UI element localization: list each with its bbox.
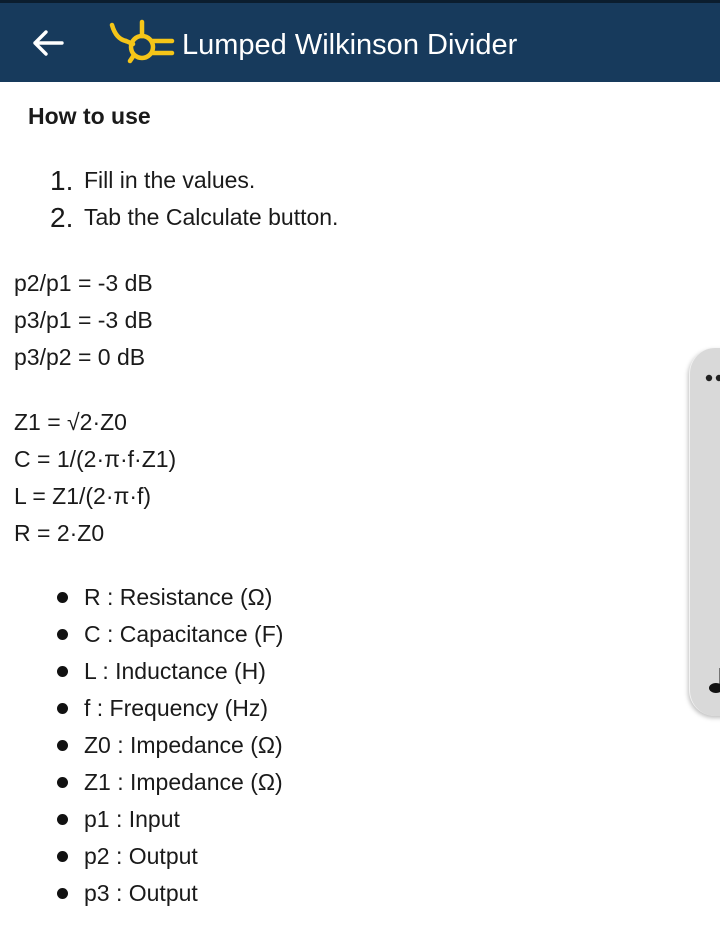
bullet-icon [57, 740, 68, 751]
back-button[interactable] [26, 21, 70, 65]
step-number: 2. [50, 202, 74, 233]
step-text: Tab the Calculate button. [84, 204, 339, 230]
bullet-icon [57, 592, 68, 603]
formula-line: C = 1/(2·π·f·Z1) [14, 446, 177, 472]
formula-line: L = Z1/(2·π·f) [14, 483, 152, 509]
ratio-line: p2/p1 = -3 dB [14, 270, 153, 296]
music-note-icon[interactable] [708, 666, 720, 696]
app-bar [0, 0, 720, 82]
bullet-icon [57, 851, 68, 862]
formula-line: Z1 = √2·Z0 [14, 409, 127, 435]
legend-text: f : Frequency (Hz) [84, 695, 269, 721]
more-dots-icon[interactable] [704, 372, 720, 384]
bullet-icon [57, 888, 68, 899]
legend-text: L : Inductance (H) [84, 658, 266, 684]
legend-text: C : Capacitance (F) [84, 621, 284, 647]
page-title: Lumped Wilkinson Divider [182, 29, 518, 61]
bullet-icon [57, 814, 68, 825]
legend-text: Z1 : Impedance (Ω) [84, 769, 283, 795]
legend-text: p1 : Input [84, 806, 180, 832]
bullet-icon [57, 703, 68, 714]
legend-text: R : Resistance (Ω) [84, 584, 273, 610]
bullet-icon [57, 629, 68, 640]
legend-text: p2 : Output [84, 843, 198, 869]
floating-side-panel[interactable] [689, 348, 720, 716]
how-to-use-heading: How to use [28, 103, 151, 129]
step-text: Fill in the values. [84, 167, 256, 193]
ratio-line: p3/p1 = -3 dB [14, 307, 153, 333]
formula-line: R = 2·Z0 [14, 520, 105, 546]
legend-text: p3 : Output [84, 880, 198, 906]
bullet-icon [57, 666, 68, 677]
bullet-icon [57, 777, 68, 788]
wilkinson-logo-icon [106, 17, 176, 71]
ratio-line: p3/p2 = 0 dB [14, 344, 146, 370]
arrow-back-icon [32, 29, 64, 57]
legend-text: Z0 : Impedance (Ω) [84, 732, 283, 758]
step-number: 1. [50, 165, 74, 196]
